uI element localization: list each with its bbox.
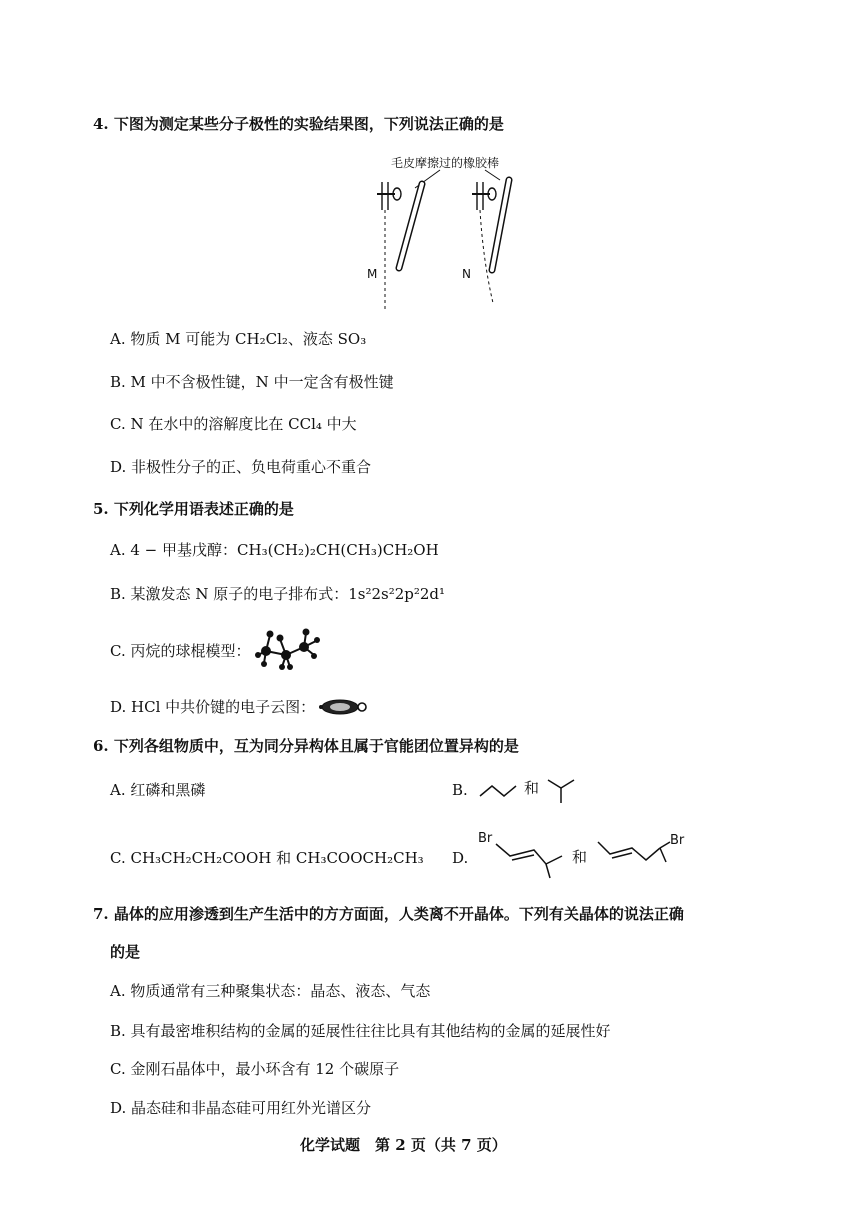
- q4-option-c: C. N 在水中的溶解度比在 CCl₄ 中大: [110, 415, 357, 433]
- bromo-alkene-2-icon: [596, 830, 691, 874]
- q4-option-b: B. M 中不含极性键，N 中一定含有极性键: [110, 373, 394, 391]
- hcl-electron-cloud-icon: [318, 698, 372, 716]
- q4-option-d: D. 非极性分子的正、负电荷重心不重合: [110, 458, 372, 476]
- q7-stem-line1: 7. 晶体的应用渗透到生产生活中的方方面面，人类离不开晶体。下列有关晶体的说法正确: [93, 905, 684, 923]
- q7-option-c: C. 金刚石晶体中，最小环含有 12 个碳原子: [110, 1060, 400, 1078]
- burette-n-icon: [472, 182, 496, 303]
- butane-skeletal-icon: [478, 780, 522, 802]
- q6-stem: 6. 下列各组物质中，互为同分异构体且属于官能团位置异构的是: [93, 737, 519, 755]
- br-label-1: Br: [478, 831, 493, 846]
- bromo-alkene-1-icon: [476, 826, 566, 880]
- q5-option-b: B. 某激发态 N 原子的电子排布式：1s²2s²2p²2d¹: [110, 585, 446, 603]
- q6-option-d-and: 和: [572, 848, 588, 866]
- label-m: M: [367, 267, 378, 281]
- q4-option-a: A. 物质 M 可能为 CH₂Cl₂、液态 SO₃: [110, 330, 367, 348]
- burette-m-icon: [377, 182, 401, 310]
- q7-option-a: A. 物质通常有三种聚集状态：晶态、液态、气态: [110, 982, 431, 1000]
- rubber-rod-n-icon: [492, 180, 509, 270]
- q4-stem: 4. 下图为测定某些分子极性的实验结果图，下列说法正确的是: [93, 115, 504, 133]
- br-label-2: Br: [670, 833, 685, 848]
- q6-option-d-label: D.: [452, 849, 469, 867]
- rubber-rod-m-icon: [399, 184, 422, 268]
- isobutane-skeletal-icon: [546, 776, 576, 804]
- page-footer: 化学试题 第 2 页（共 7 页）: [300, 1136, 507, 1154]
- q5-option-d: D. HCl 中共价键的电子云图：: [110, 698, 316, 716]
- q6-option-b-and: 和: [524, 779, 540, 797]
- q5-option-a: A. 4 − 甲基戊醇：CH₃(CH₂)₂CH(CH₃)CH₂OH: [110, 541, 439, 559]
- rod-label: 毛皮摩擦过的橡胶棒: [391, 156, 500, 170]
- q7-stem-line2: 的是: [110, 943, 141, 961]
- q7-option-d: D. 晶态硅和非晶态硅可用红外光谱区分: [110, 1099, 372, 1117]
- q4-figure: [355, 150, 525, 310]
- q6-option-a: A. 红磷和黑磷: [110, 781, 206, 799]
- q5-option-c: C. 丙烷的球棍模型：: [110, 642, 251, 660]
- label-n: N: [462, 267, 471, 281]
- q7-option-b: B. 具有最密堆积结构的金属的延展性往往比具有其他结构的金属的延展性好: [110, 1022, 611, 1040]
- q5-stem: 5. 下列化学用语表述正确的是: [93, 500, 294, 518]
- propane-ball-stick-icon: [252, 625, 324, 669]
- q6-option-b-label: B.: [452, 781, 468, 799]
- q6-option-c: C. CH₃CH₂CH₂COOH 和 CH₃COOCH₂CH₃: [110, 849, 424, 867]
